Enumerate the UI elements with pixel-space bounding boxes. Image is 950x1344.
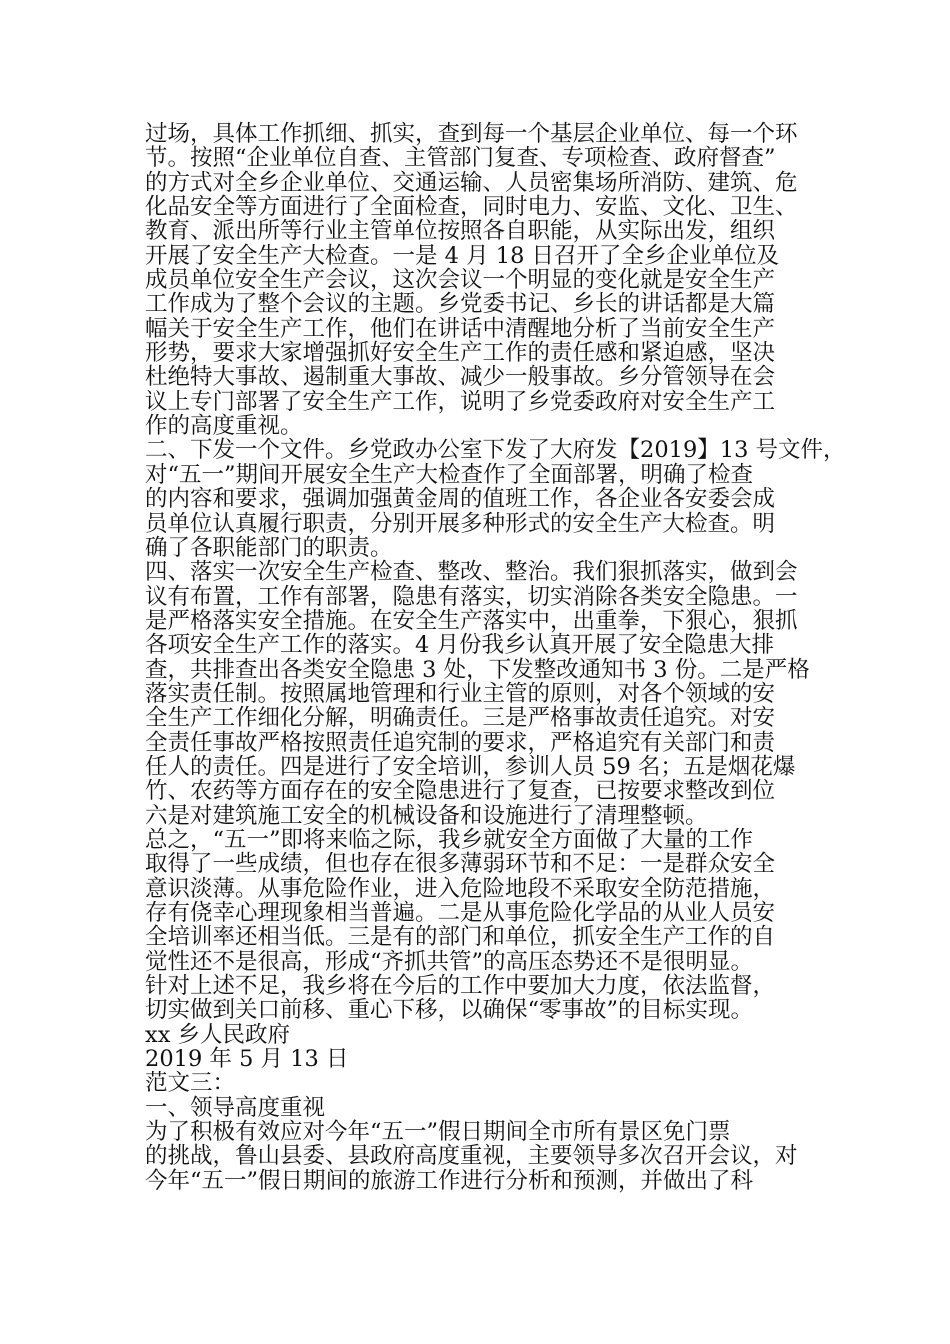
text-line: 一、领导高度重视 xyxy=(145,1094,326,1121)
text-line: 为了积极有效应对今年“五一”假日期间全市所有景区免门票 xyxy=(145,1119,731,1146)
text-line: 杜绝特大事故、遏制重大事故、减少一般事故。乡分管领导在会 xyxy=(145,364,776,391)
text-line: 开展了安全生产大检查。一是 4 月 18 日召开了全乡企业单位及 xyxy=(145,242,780,269)
text-line: 全责任事故严格按照责任追究制的要求，严格追究有关部门和责 xyxy=(145,729,776,756)
text-line: 二、下发一个文件。乡党政办公室下发了大府发【2019】13 号文件， xyxy=(145,437,846,464)
text-line: 六是对建筑施工安全的机械设备和设施进行了清理整顿。 xyxy=(145,802,708,829)
text-line: 总之，“五一”即将来临之际，我乡就安全方面做了大量的工作 xyxy=(145,826,754,853)
text-line: 的挑战，鲁山县委、县政府高度重视，主要领导多次召开会议，对 xyxy=(145,1143,798,1170)
text-line: 切实做到关口前移、重心下移，以确保“零事故”的目标实现。 xyxy=(145,997,754,1024)
text-line: 今年“五一”假日期间的旅游工作进行分析和预测，并做出了科 xyxy=(145,1167,754,1194)
text-line: 作的高度重视。 xyxy=(145,413,303,440)
text-line: 各项安全生产工作的落实。4 月份我乡认真开展了安全隐患大排 xyxy=(145,632,774,659)
text-line: 存有侥幸心理现象相当普遍。二是从事危险化学品的从业人员安 xyxy=(145,900,776,926)
text-line: 是严格落实安全措施。在安全生产落实中，出重拳，下狠心，狠抓 xyxy=(145,607,798,634)
text-line: 过场，具体工作抓细、抓实，查到每一个基层企业单位、每一个环 xyxy=(145,121,798,147)
text-line: 全生产工作细化分解，明确责任。三是严格事故责任追究。对安 xyxy=(145,705,776,732)
text-line: 工作成为了整个会议的主题。乡党委书记、乡长的讲话都是大篇 xyxy=(145,291,776,318)
text-line: 形势，要求大家增强抓好安全生产工作的责任感和紧迫感，坚决 xyxy=(145,340,776,367)
text-line: 对“五一”期间开展安全生产大检查作了全面部署，明确了检查 xyxy=(145,461,754,488)
text-line: 针对上述不足，我乡将在今后的工作中要加大力度，依法监督， xyxy=(145,973,776,1000)
text-line: 议有布置，工作有部署，隐患有落实，切实消除各类安全隐患。一 xyxy=(145,583,798,610)
text-line: 查，共排查出各类安全隐患 3 处，下发整改通知书 3 份。二是严格 xyxy=(145,656,810,683)
text-line: 觉性还不是很高，形成“齐抓共管”的高压态势还不是很明显。 xyxy=(145,948,754,975)
text-line: 四、落实一次安全生产检查、整改、整治。我们狠抓落实，做到会 xyxy=(145,559,798,586)
text-line: 成员单位安全生产会议，这次会议一个明显的变化就是安全生产 xyxy=(145,267,776,294)
text-line: 2019 年 5 月 13 日 xyxy=(145,1046,349,1073)
text-line: 化品安全等方面进行了全面检查，同时电力、安监、文化、卫生、 xyxy=(145,194,798,221)
text-line: 员单位认真履行职责，分别开展多种形式的安全生产大检查。明 xyxy=(145,510,776,537)
text-line: 任人的责任。四是进行了安全培训，参训人员 59 名；五是烟花爆 xyxy=(145,753,796,780)
text-line: 取得了一些成绩，但也存在很多薄弱环节和不足：一是群众安全 xyxy=(145,851,776,878)
text-line: 节。按照“企业单位自查、主管部门复查、专项检查、政府督查” xyxy=(145,145,776,172)
text-line: 范文三： xyxy=(145,1070,236,1097)
text-line: 教育、派出所等行业主管单位按照各自职能，从实际出发，组织 xyxy=(145,218,776,245)
text-line: 意识淡薄。从事危险作业，进入危险地段不采取安全防范措施， xyxy=(145,875,776,902)
text-line: 的方式对全乡企业单位、交通运输、人员密集场所消防、建筑、危 xyxy=(145,169,798,196)
text-line: 确了各职能部门的职责。 xyxy=(145,534,393,561)
text-line: 全培训率还相当低。三是有的部门和单位，抓安全生产工作的自 xyxy=(145,924,776,951)
text-line: xx 乡人民政府 xyxy=(145,1021,291,1048)
document-body xyxy=(145,121,846,1194)
text-line: 的内容和要求，强调加强黄金周的值班工作，各企业各安委会成 xyxy=(145,486,776,513)
text-line: 竹、农药等方面存在的安全隐患进行了复查，已按要求整改到位 xyxy=(145,778,776,805)
text-line: 议上专门部署了安全生产工作，说明了乡党委政府对安全生产工 xyxy=(145,388,776,415)
text-line: 落实责任制。按照属地管理和行业主管的原则，对各个领域的安 xyxy=(145,680,776,707)
text-line: 幅关于安全生产工作，他们在讲话中清醒地分析了当前安全生产 xyxy=(145,315,776,342)
